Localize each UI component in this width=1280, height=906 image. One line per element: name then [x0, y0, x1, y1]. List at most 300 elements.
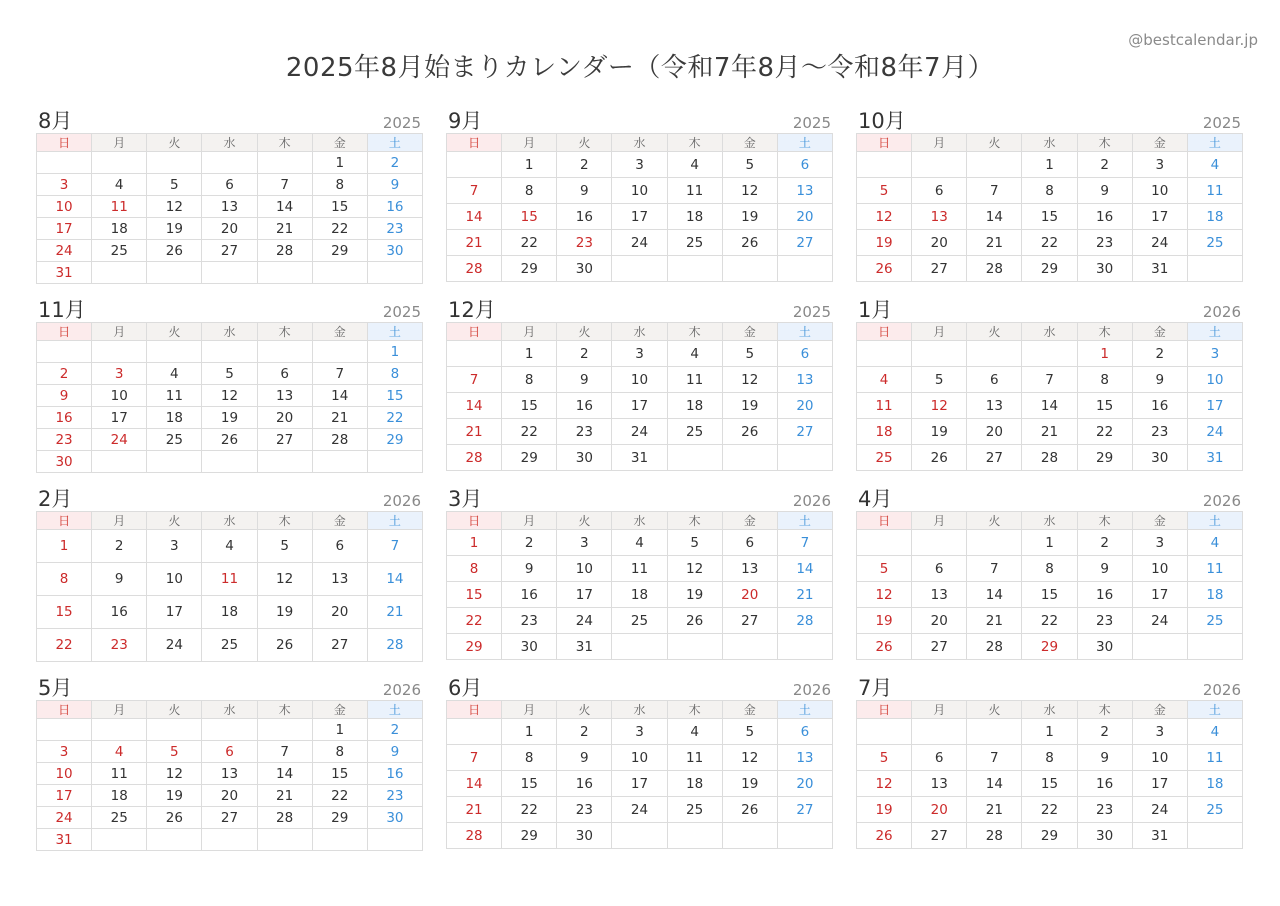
date-cell: 18 — [667, 393, 722, 419]
date-cell: 2 — [1132, 341, 1187, 367]
date-cell: 6 — [777, 341, 832, 367]
date-cell: 2 — [1077, 152, 1132, 178]
date-cell: 30 — [37, 451, 92, 473]
date-cell: 15 — [502, 771, 557, 797]
empty-cell — [722, 256, 777, 282]
empty-cell — [777, 256, 832, 282]
date-cell: 14 — [777, 556, 832, 582]
empty-cell — [912, 530, 967, 556]
date-cell: 11 — [92, 196, 147, 218]
month-calendar — [446, 484, 833, 673]
week-row — [447, 745, 833, 771]
weekday-header: 火 — [147, 134, 202, 152]
weekday-header: 水 — [202, 512, 257, 530]
weekday-header: 水 — [1022, 323, 1077, 341]
week-row — [447, 204, 833, 230]
date-cell: 5 — [147, 741, 202, 763]
week-row — [447, 230, 833, 256]
weekday-header: 月 — [502, 512, 557, 530]
date-cell: 6 — [967, 367, 1022, 393]
date-cell: 21 — [967, 608, 1022, 634]
date-cell: 29 — [1022, 634, 1077, 660]
date-cell: 2 — [367, 719, 422, 741]
weekday-header: 日 — [857, 323, 912, 341]
month-table — [446, 133, 833, 282]
date-cell: 14 — [447, 204, 502, 230]
date-cell: 31 — [37, 262, 92, 284]
month-header — [36, 484, 423, 511]
date-cell: 11 — [1187, 745, 1242, 771]
month-calendar — [856, 106, 1243, 295]
week-row — [447, 797, 833, 823]
date-cell: 3 — [1187, 341, 1242, 367]
date-cell: 1 — [312, 152, 367, 174]
empty-cell — [257, 451, 312, 473]
week-row — [857, 178, 1243, 204]
month-header — [856, 106, 1243, 133]
month-table — [446, 322, 833, 471]
month-year: 2026 — [1202, 303, 1241, 321]
date-cell: 22 — [312, 785, 367, 807]
weekday-header: 木 — [257, 134, 312, 152]
date-cell: 21 — [257, 218, 312, 240]
date-cell: 10 — [1132, 745, 1187, 771]
date-cell: 12 — [857, 771, 912, 797]
empty-cell — [92, 262, 147, 284]
date-cell: 23 — [502, 608, 557, 634]
date-cell: 21 — [367, 596, 422, 629]
date-cell: 12 — [147, 196, 202, 218]
empty-cell — [147, 341, 202, 363]
date-cell: 17 — [92, 407, 147, 429]
date-cell: 30 — [367, 807, 422, 829]
date-cell: 21 — [1022, 419, 1077, 445]
date-cell: 11 — [92, 763, 147, 785]
date-cell: 23 — [367, 218, 422, 240]
date-cell: 1 — [1022, 152, 1077, 178]
month-year: 2025 — [792, 114, 831, 132]
date-cell: 6 — [912, 556, 967, 582]
week-row — [37, 829, 423, 851]
date-cell: 2 — [1077, 719, 1132, 745]
week-row — [857, 745, 1243, 771]
date-cell: 5 — [257, 530, 312, 563]
date-cell: 29 — [312, 807, 367, 829]
date-cell: 15 — [37, 596, 92, 629]
date-cell: 29 — [312, 240, 367, 262]
week-row — [37, 218, 423, 240]
week-row — [447, 771, 833, 797]
weekday-header: 月 — [92, 512, 147, 530]
date-cell: 1 — [37, 530, 92, 563]
date-cell: 1 — [502, 719, 557, 745]
date-cell: 23 — [1077, 608, 1132, 634]
date-cell: 17 — [1132, 771, 1187, 797]
empty-cell — [37, 152, 92, 174]
weekday-header: 土 — [1187, 701, 1242, 719]
date-cell: 22 — [502, 797, 557, 823]
empty-cell — [312, 341, 367, 363]
date-cell: 21 — [257, 785, 312, 807]
month-header — [856, 295, 1243, 322]
date-cell: 17 — [37, 218, 92, 240]
date-cell: 21 — [777, 582, 832, 608]
date-cell: 10 — [612, 745, 667, 771]
date-cell: 20 — [967, 419, 1022, 445]
date-cell: 31 — [1187, 445, 1242, 471]
date-cell: 30 — [1132, 445, 1187, 471]
month-header — [446, 295, 833, 322]
week-row — [37, 174, 423, 196]
weekday-header: 火 — [967, 701, 1022, 719]
date-cell: 7 — [447, 178, 502, 204]
empty-cell — [1187, 634, 1242, 660]
date-cell: 26 — [722, 230, 777, 256]
date-cell: 1 — [447, 530, 502, 556]
week-row — [857, 582, 1243, 608]
empty-cell — [367, 262, 422, 284]
date-cell: 8 — [37, 563, 92, 596]
empty-cell — [1187, 256, 1242, 282]
date-cell: 30 — [557, 445, 612, 471]
empty-cell — [857, 152, 912, 178]
weekday-header: 水 — [1022, 134, 1077, 152]
week-row — [37, 429, 423, 451]
date-cell: 28 — [257, 240, 312, 262]
date-cell: 19 — [667, 582, 722, 608]
date-cell: 20 — [777, 771, 832, 797]
empty-cell — [722, 823, 777, 849]
month-name: 2月 — [38, 487, 73, 511]
date-cell: 21 — [447, 230, 502, 256]
date-cell: 8 — [502, 178, 557, 204]
date-cell: 13 — [202, 196, 257, 218]
date-cell: 26 — [722, 419, 777, 445]
date-cell: 24 — [557, 608, 612, 634]
date-cell: 16 — [92, 596, 147, 629]
date-cell: 28 — [257, 807, 312, 829]
date-cell: 23 — [557, 797, 612, 823]
date-cell: 16 — [367, 196, 422, 218]
date-cell: 25 — [92, 807, 147, 829]
date-cell: 18 — [202, 596, 257, 629]
weekday-header: 月 — [92, 134, 147, 152]
date-cell: 19 — [202, 407, 257, 429]
date-cell: 16 — [557, 771, 612, 797]
weekday-header: 金 — [722, 701, 777, 719]
week-row — [857, 204, 1243, 230]
week-row — [857, 445, 1243, 471]
date-cell: 25 — [1187, 797, 1242, 823]
date-cell: 7 — [967, 178, 1022, 204]
date-cell: 9 — [367, 741, 422, 763]
date-cell: 11 — [147, 385, 202, 407]
date-cell: 26 — [722, 797, 777, 823]
date-cell: 2 — [557, 341, 612, 367]
date-cell: 2 — [502, 530, 557, 556]
date-cell: 11 — [667, 367, 722, 393]
date-cell: 14 — [1022, 393, 1077, 419]
weekday-header: 木 — [1077, 323, 1132, 341]
month-year: 2026 — [792, 492, 831, 510]
date-cell: 16 — [1077, 582, 1132, 608]
date-cell: 13 — [777, 745, 832, 771]
week-row — [857, 634, 1243, 660]
date-cell: 7 — [967, 745, 1022, 771]
weekday-header: 土 — [777, 701, 832, 719]
date-cell: 19 — [912, 419, 967, 445]
date-cell: 16 — [557, 204, 612, 230]
date-cell: 3 — [612, 341, 667, 367]
date-cell: 17 — [557, 582, 612, 608]
date-cell: 15 — [312, 196, 367, 218]
weekday-header: 水 — [612, 323, 667, 341]
weekday-header: 月 — [912, 134, 967, 152]
weekday-header: 日 — [857, 701, 912, 719]
date-cell: 28 — [447, 256, 502, 282]
week-row — [857, 230, 1243, 256]
date-cell: 9 — [1077, 178, 1132, 204]
date-cell: 2 — [557, 719, 612, 745]
date-cell: 28 — [967, 823, 1022, 849]
date-cell: 25 — [612, 608, 667, 634]
date-cell: 13 — [777, 178, 832, 204]
date-cell: 5 — [667, 530, 722, 556]
week-row — [37, 629, 423, 662]
date-cell: 12 — [722, 178, 777, 204]
weekday-header: 水 — [612, 701, 667, 719]
date-cell: 6 — [722, 530, 777, 556]
date-cell: 3 — [92, 363, 147, 385]
empty-cell — [37, 341, 92, 363]
weekday-header: 日 — [447, 134, 502, 152]
date-cell: 25 — [1187, 230, 1242, 256]
weekday-header: 火 — [147, 323, 202, 341]
date-cell: 10 — [612, 367, 667, 393]
date-cell: 1 — [1077, 341, 1132, 367]
weekday-header: 火 — [967, 323, 1022, 341]
date-cell: 22 — [312, 218, 367, 240]
empty-cell — [202, 829, 257, 851]
date-cell: 18 — [612, 582, 667, 608]
empty-cell — [257, 262, 312, 284]
date-cell: 7 — [257, 741, 312, 763]
weekday-header: 日 — [857, 512, 912, 530]
date-cell: 26 — [147, 807, 202, 829]
date-cell: 14 — [447, 393, 502, 419]
date-cell: 9 — [1132, 367, 1187, 393]
date-cell: 10 — [1187, 367, 1242, 393]
date-cell: 7 — [1022, 367, 1077, 393]
date-cell: 23 — [557, 230, 612, 256]
date-cell: 18 — [92, 218, 147, 240]
date-cell: 28 — [447, 823, 502, 849]
date-cell: 2 — [92, 530, 147, 563]
date-cell: 17 — [612, 204, 667, 230]
date-cell: 31 — [557, 634, 612, 660]
week-row — [857, 556, 1243, 582]
date-cell: 31 — [1132, 256, 1187, 282]
weekday-header: 月 — [92, 701, 147, 719]
empty-cell — [367, 451, 422, 473]
weekday-header: 日 — [37, 512, 92, 530]
week-row — [447, 152, 833, 178]
weekday-header: 土 — [1187, 134, 1242, 152]
empty-cell — [202, 451, 257, 473]
date-cell: 10 — [37, 763, 92, 785]
date-cell: 10 — [92, 385, 147, 407]
date-cell: 9 — [557, 367, 612, 393]
weekday-header: 火 — [557, 323, 612, 341]
week-row — [857, 608, 1243, 634]
weekday-header: 金 — [1132, 323, 1187, 341]
weekday-header: 月 — [912, 701, 967, 719]
month-year: 2026 — [382, 492, 421, 510]
date-cell: 21 — [312, 407, 367, 429]
date-cell: 7 — [777, 530, 832, 556]
date-cell: 25 — [667, 797, 722, 823]
date-cell: 12 — [257, 563, 312, 596]
week-row — [37, 763, 423, 785]
weekday-header: 火 — [147, 701, 202, 719]
calendar-grid — [36, 106, 1244, 862]
month-header — [446, 484, 833, 511]
date-cell: 30 — [502, 634, 557, 660]
date-cell: 17 — [1132, 204, 1187, 230]
date-cell: 27 — [777, 797, 832, 823]
month-name: 6月 — [448, 676, 483, 700]
week-row — [447, 445, 833, 471]
empty-cell — [857, 719, 912, 745]
month-table — [856, 322, 1243, 471]
date-cell: 4 — [612, 530, 667, 556]
month-header — [856, 484, 1243, 511]
empty-cell — [1022, 341, 1077, 367]
weekday-header: 金 — [1132, 701, 1187, 719]
week-row — [447, 419, 833, 445]
date-cell: 13 — [777, 367, 832, 393]
date-cell: 13 — [312, 563, 367, 596]
month-calendar — [856, 484, 1243, 673]
month-calendar — [446, 673, 833, 862]
date-cell: 11 — [667, 178, 722, 204]
date-cell: 27 — [967, 445, 1022, 471]
weekday-header: 金 — [312, 512, 367, 530]
week-row — [857, 256, 1243, 282]
empty-cell — [777, 823, 832, 849]
date-cell: 6 — [777, 152, 832, 178]
date-cell: 14 — [257, 196, 312, 218]
date-cell: 15 — [502, 204, 557, 230]
weekday-header: 木 — [257, 701, 312, 719]
week-row — [447, 178, 833, 204]
date-cell: 27 — [777, 419, 832, 445]
date-cell: 6 — [257, 363, 312, 385]
date-cell: 27 — [912, 634, 967, 660]
month-year: 2025 — [792, 303, 831, 321]
empty-cell — [257, 719, 312, 741]
month-table — [36, 133, 423, 284]
date-cell: 26 — [857, 823, 912, 849]
week-row — [857, 530, 1243, 556]
date-cell: 3 — [1132, 719, 1187, 745]
date-cell: 27 — [777, 230, 832, 256]
date-cell: 20 — [912, 797, 967, 823]
weekday-header: 火 — [557, 134, 612, 152]
date-cell: 3 — [612, 152, 667, 178]
date-cell: 6 — [312, 530, 367, 563]
date-cell: 1 — [367, 341, 422, 363]
empty-cell — [147, 152, 202, 174]
weekday-header: 月 — [502, 701, 557, 719]
week-row — [37, 807, 423, 829]
month-year: 2026 — [792, 681, 831, 699]
date-cell: 11 — [857, 393, 912, 419]
date-cell: 16 — [502, 582, 557, 608]
date-cell: 31 — [612, 445, 667, 471]
weekday-header: 土 — [1187, 512, 1242, 530]
date-cell: 22 — [1077, 419, 1132, 445]
week-row — [857, 719, 1243, 745]
date-cell: 26 — [912, 445, 967, 471]
empty-cell — [912, 719, 967, 745]
date-cell: 3 — [37, 741, 92, 763]
date-cell: 16 — [557, 393, 612, 419]
date-cell: 16 — [367, 763, 422, 785]
date-cell: 7 — [967, 556, 1022, 582]
month-table — [36, 700, 423, 851]
date-cell: 4 — [147, 363, 202, 385]
empty-cell — [257, 152, 312, 174]
empty-cell — [312, 829, 367, 851]
week-row — [37, 152, 423, 174]
month-header — [36, 295, 423, 322]
week-row — [447, 634, 833, 660]
date-cell: 18 — [147, 407, 202, 429]
date-cell: 24 — [1187, 419, 1242, 445]
week-row — [37, 341, 423, 363]
date-cell: 24 — [1132, 230, 1187, 256]
empty-cell — [147, 829, 202, 851]
date-cell: 11 — [667, 745, 722, 771]
month-name: 12月 — [448, 298, 496, 322]
date-cell: 15 — [1022, 771, 1077, 797]
weekday-header: 日 — [447, 323, 502, 341]
empty-cell — [202, 341, 257, 363]
date-cell: 21 — [967, 797, 1022, 823]
month-header — [36, 106, 423, 133]
date-cell: 2 — [367, 152, 422, 174]
date-cell: 6 — [912, 178, 967, 204]
empty-cell — [912, 341, 967, 367]
date-cell: 14 — [312, 385, 367, 407]
date-cell: 29 — [502, 823, 557, 849]
date-cell: 22 — [447, 608, 502, 634]
date-cell: 1 — [1022, 530, 1077, 556]
empty-cell — [912, 152, 967, 178]
week-row — [447, 582, 833, 608]
month-name: 10月 — [858, 109, 906, 133]
date-cell: 28 — [1022, 445, 1077, 471]
month-name: 1月 — [858, 298, 893, 322]
week-row — [447, 556, 833, 582]
month-table — [446, 700, 833, 849]
week-row — [37, 785, 423, 807]
date-cell: 15 — [502, 393, 557, 419]
date-cell: 15 — [1022, 204, 1077, 230]
date-cell: 29 — [367, 429, 422, 451]
date-cell: 9 — [1077, 745, 1132, 771]
